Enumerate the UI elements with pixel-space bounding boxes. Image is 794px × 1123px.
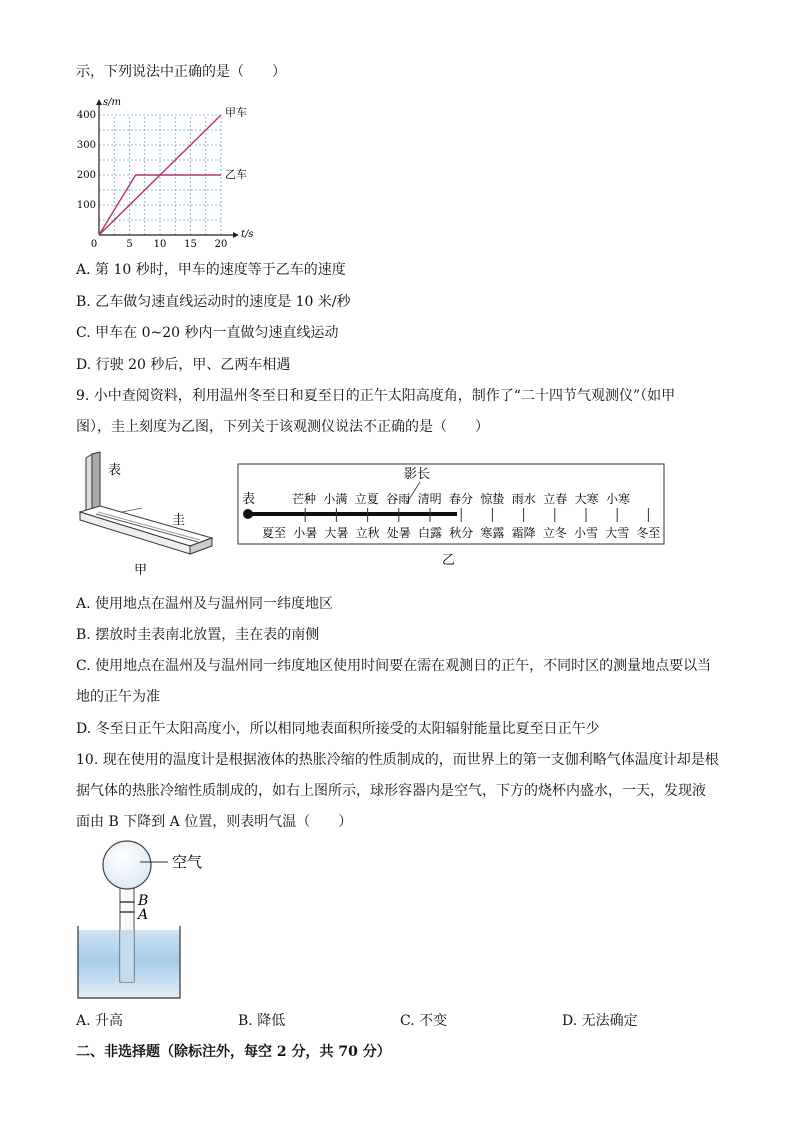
solar-term-top: 立夏 [354, 492, 379, 506]
x-tick-label: 15 [184, 239, 197, 250]
q9-stem-line2: 图），圭上刻度为乙图，下列关于该观测仪说法不正确的是（ ） [76, 419, 489, 435]
solar-term-scale [236, 462, 668, 568]
solar-term-bottom: 秋分 [449, 526, 474, 540]
q10-option-d: D. 无法确定 [562, 1013, 638, 1029]
q9-option-d: D. 冬至日正午太阳高度小，所以相同地表面积所接受的太阳辐射能量比夏至日正午少 [76, 721, 600, 737]
s-t-chart [66, 90, 276, 250]
solar-term-top: 芒种 [291, 492, 317, 506]
y-tick-label: 100 [76, 200, 96, 211]
solar-term-bottom: 处暑 [386, 526, 411, 540]
q8-option-a: A. 第 10 秒时，甲车的速度等于乙车的速度 [76, 262, 346, 278]
y-tick-label: 300 [76, 140, 96, 151]
level-a-label: A [138, 907, 149, 923]
solar-term-bottom: 立秋 [355, 526, 380, 540]
q8-option-c: C. 甲车在 0~20 秒内一直做匀速直线运动 [76, 325, 339, 341]
x-axis-arrow [233, 232, 239, 238]
q9-option-c: C. 使用地点在温州及与温州同一纬度地区使用时间要在需在观测日的正午，不同时区的测量地点要以当 [76, 658, 712, 674]
level-b-label: B [138, 893, 149, 909]
x-axis-label: t/s [241, 229, 254, 240]
solar-term-top: 清明 [417, 492, 442, 506]
q10-option-b: B. 降低 [238, 1013, 286, 1029]
gui-label: 圭 [172, 513, 186, 528]
solar-term-top: 惊蛰 [480, 492, 505, 506]
solar-term-top: 春分 [448, 492, 474, 506]
q10-option-c: C. 不变 [400, 1013, 448, 1029]
galileo-thermometer-figure [76, 838, 256, 1004]
q9-option-c-cont: 地的正午为准 [76, 689, 160, 705]
y-tick-label: 400 [76, 110, 96, 121]
solar-term-top: 立春 [543, 492, 568, 506]
origin-label: 0 [90, 239, 98, 250]
solar-term-top: 小寒 [605, 492, 631, 506]
solar-term-bottom: 立冬 [542, 526, 567, 540]
solar-term-bottom: 冬至 [636, 526, 661, 540]
solar-term-bottom: 霜降 [511, 526, 536, 540]
solar-term-top: 谷雨 [386, 492, 411, 506]
solar-term-bottom: 小暑 [293, 526, 318, 540]
x-tick-label: 10 [153, 239, 167, 250]
solar-term-top: 大寒 [574, 492, 599, 506]
x-tick-label: 5 [126, 239, 133, 250]
shadow-length-label: 影长 [404, 467, 431, 482]
y-axis-label: s/m [103, 97, 121, 108]
solar-term-top: 小满 [323, 492, 348, 506]
q10-stem-line3: 面由 B 下降到 A 位置，则表明气温（ ） [76, 814, 353, 830]
fig-jia-caption: 甲 [134, 563, 148, 578]
gnomon-figure [72, 450, 222, 580]
q8-option-d: D. 行驶 20 秒后，甲、乙两车相遇 [76, 357, 291, 373]
section-2-heading: 二、非选择题（除标注外，每空 2 分，共 70 分） [76, 1044, 391, 1060]
q9-stem-line1: 9. 小中查阅资料，利用温州冬至日和夏至日的正午太阳高度角，制作了“二十四节气观测仪”（如甲 [76, 388, 676, 404]
q8-option-b: B. 乙车做匀速直线运动时的速度是 10 米/秒 [76, 294, 351, 310]
series-label-yi: 乙车 [225, 168, 247, 181]
solar-term-bottom: 白露 [417, 526, 443, 540]
q8-stem: 示，下列说法中正确的是（ ） [76, 64, 286, 80]
q9-option-b: B. 摆放时圭表南北放置，圭在表的南侧 [76, 627, 320, 643]
y-tick-label: 200 [76, 170, 96, 181]
solar-term-top: 雨水 [511, 492, 536, 506]
y-axis-arrow [96, 99, 102, 105]
solar-term-bottom: 夏至 [261, 526, 287, 540]
x-tick-label: 20 [214, 239, 228, 250]
solar-term-bottom: 大雪 [605, 526, 630, 540]
solar-term-bottom: 大暑 [324, 526, 349, 540]
solar-term-bottom: 寒露 [480, 526, 505, 540]
q10-option-a: A. 升高 [76, 1013, 124, 1029]
scale-start-label: 表 [242, 492, 256, 507]
q10-stem-line1: 10. 现在使用的温度计是根据液体的热胀冷缩的性质制成的，而世界上的第一支伽利略气体温度计却是根 [76, 752, 719, 768]
solar-term-bottom: 小雪 [573, 526, 599, 540]
air-label: 空气 [172, 853, 203, 871]
q10-stem-line2: 据气体的热胀冷缩性质制成的，如右上图所示，球形容器内是空气，下方的烧杯内盛水，一天，发现液 [76, 783, 706, 799]
biao-label: 表 [108, 463, 122, 478]
series-label-jia: 甲车 [225, 106, 247, 119]
q9-option-a: A. 使用地点在温州及与温州同一纬度地区 [76, 596, 334, 612]
fig-yi-caption: 乙 [442, 553, 456, 568]
